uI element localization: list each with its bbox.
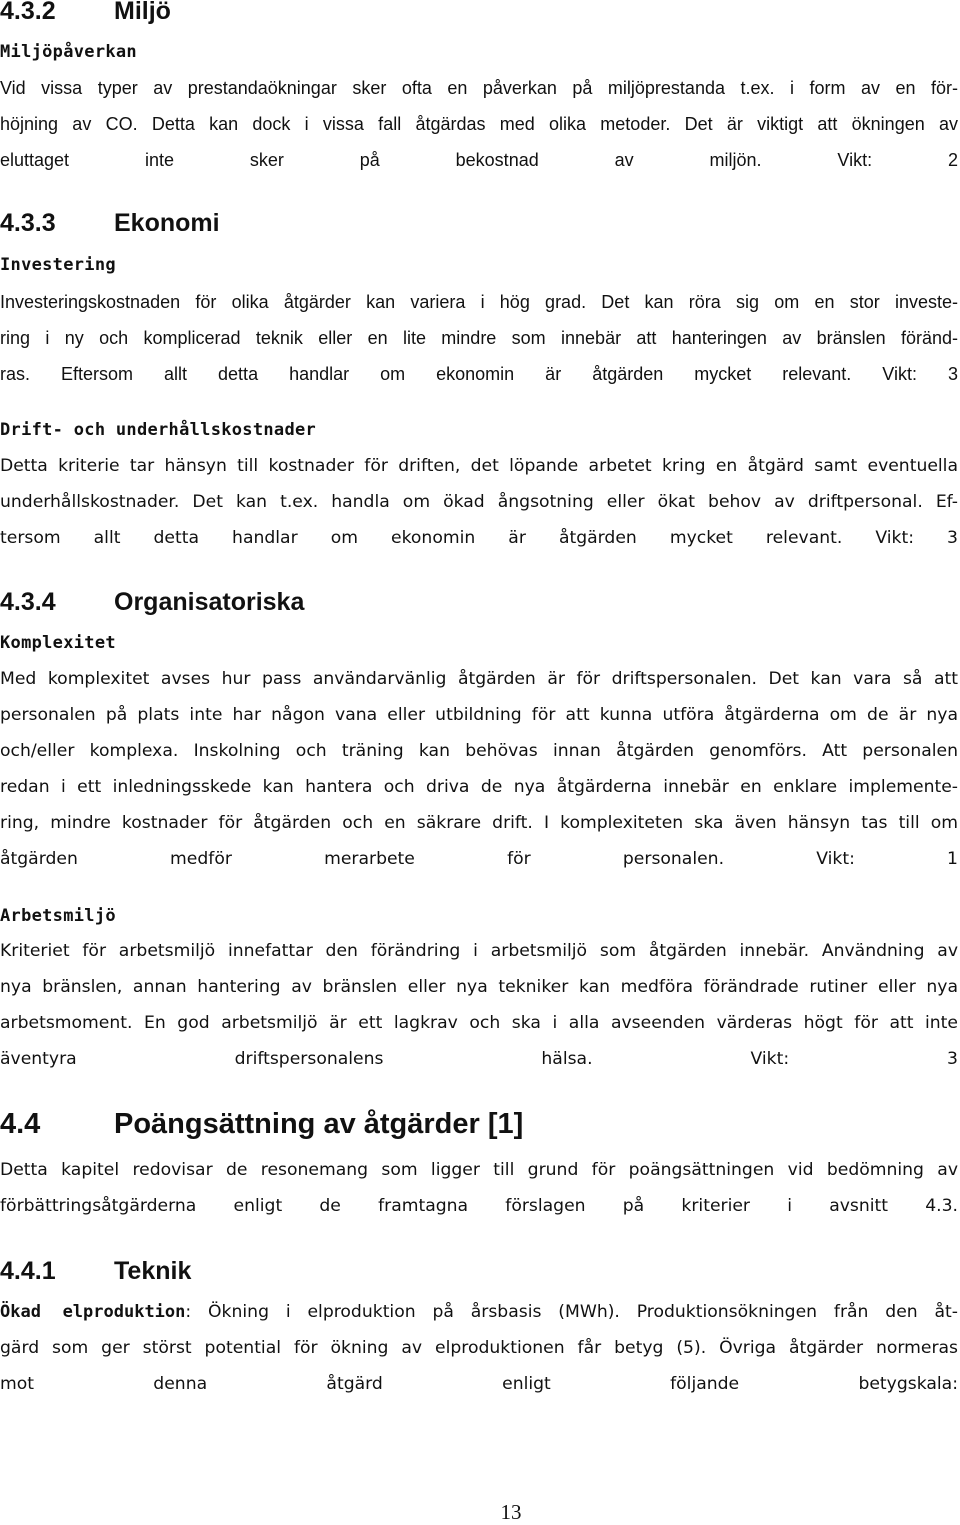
section-number: 4.4.1: [0, 1257, 56, 1285]
text-line: nya bränslen, annan hantering av bränslen eller nya tekniker kan medföra förändrade rutiner eller nya: [0, 977, 958, 997]
text-line: tersom allt detta handlar om ekonomin är åtgärden mycket relevant. Vikt: 3: [0, 528, 958, 548]
text-line: förbättringsåtgärderna enligt de framtagna förslagen på kriterier i avsnitt 4.3.: [0, 1196, 958, 1216]
text-line: Med komplexitet avses hur pass användarvänlig åtgärden är för driftspersonalen. Det kan vara så att: [0, 669, 958, 689]
section-number: 4.3.2: [0, 0, 56, 25]
text-line: äventyra driftspersonalens hälsa. Vikt: 3: [0, 1049, 958, 1069]
paragraph-komplexitet: [0, 661, 958, 877]
term-definition: : Ökning i elproduktion på årsbasis (MWh). Produktionsökningen från den åt-: [185, 1302, 958, 1322]
section-number: 4.3.4: [0, 588, 56, 616]
section-title: Ekonomi: [114, 209, 220, 237]
subheading-drift: Drift- och underhållskostnader: [0, 420, 317, 440]
section-title: Poängsättning av åtgärder [1]: [114, 1108, 524, 1140]
text-line: eluttaget inte sker på bekostnad av miljön. Vikt: 2: [0, 150, 958, 170]
text-line: åtgärden medför merarbete för personalen. Vikt: 1: [0, 849, 958, 869]
paragraph-intro-4-4: [0, 1152, 958, 1224]
subheading-arbetsmiljo: Arbetsmiljö: [0, 906, 116, 926]
text-line: Kriteriet för arbetsmiljö innefattar den förändring i arbetsmiljö som åtgärden innebär. Användning av: [0, 941, 958, 961]
paragraph-arbetsmiljo: [0, 933, 958, 1077]
text-line: ras. Eftersom allt detta handlar om ekonomin är åtgärden mycket relevant. Vikt: 3: [0, 364, 958, 384]
section-title: Organisatoriska: [114, 588, 305, 616]
text-line: arbetsmoment. En god arbetsmiljö är ett lagkrav och ska i alla avseenden värderas högt för att inte: [0, 1013, 958, 1033]
term-okad-elproduktion: Ökad elproduktion: [0, 1302, 186, 1322]
section-title: Miljö: [114, 0, 171, 25]
page-number: 13: [500, 1500, 522, 1524]
text-line: Detta kapitel redovisar de resonemang som ligger till grund för poängsättningen vid bedömning av: [0, 1160, 958, 1180]
section-number: 4.3.3: [0, 209, 56, 237]
paragraph-okad-elproduktion: [0, 1294, 958, 1402]
text-line: personalen på plats inte har någon vana eller utbildning för att kunna utföra åtgärderna om de är nya: [0, 705, 958, 725]
paragraph-miljopaverkan: [0, 70, 958, 178]
subheading-investering: Investering: [0, 255, 116, 275]
text-line: ring i ny och komplicerad teknik eller en lite mindre som innebär att hanteringen av bränslen föränd-: [0, 328, 958, 348]
text-line: ring, mindre kostnader för åtgärden och en säkrare drift. I komplexiteten ska även hänsyn tas till om: [0, 813, 958, 833]
paragraph-drift: [0, 448, 958, 556]
subheading-miljopaverkan: Miljöpåverkan: [0, 42, 137, 62]
text-line: [0, 1294, 958, 1330]
section-title: Teknik: [114, 1257, 192, 1285]
text-line: mot denna åtgärd enligt följande betygskala:: [0, 1374, 958, 1394]
subheading-komplexitet: Komplexitet: [0, 633, 116, 653]
text-line: Investeringskostnaden för olika åtgärder kan variera i hög grad. Det kan röra sig om en stor investe-: [0, 292, 958, 312]
text-line: gärd som ger störst potential för ökning av elproduktionen får betyg (5). Övriga åtgärder normeras: [0, 1338, 958, 1358]
paragraph-investering: [0, 284, 958, 392]
section-number: 4.4: [0, 1108, 41, 1140]
text-line: höjning av CO. Detta kan dock i vissa fall åtgärdas med olika metoder. Det är viktigt att ökningen av: [0, 114, 958, 134]
text-line: och/eller komplexa. Inskolning och träning kan behövas innan åtgärden genomförs. Att personalen: [0, 741, 958, 761]
text-line: Detta kriterie tar hänsyn till kostnader för driften, det löpande arbetet kring en åtgärd samt eventuella: [0, 456, 958, 476]
text-line: Vid vissa typer av prestandaökningar sker ofta en påverkan på miljöprestanda t.ex. i form av en för-: [0, 78, 958, 98]
text-line: underhållskostnader. Det kan t.ex. handla om ökad ångsotning eller ökat behov av driftpersonal. Ef-: [0, 492, 958, 512]
text-line: redan i ett inledningsskede kan hantera och driva de nya åtgärderna innebär en enklare implemente-: [0, 777, 958, 797]
